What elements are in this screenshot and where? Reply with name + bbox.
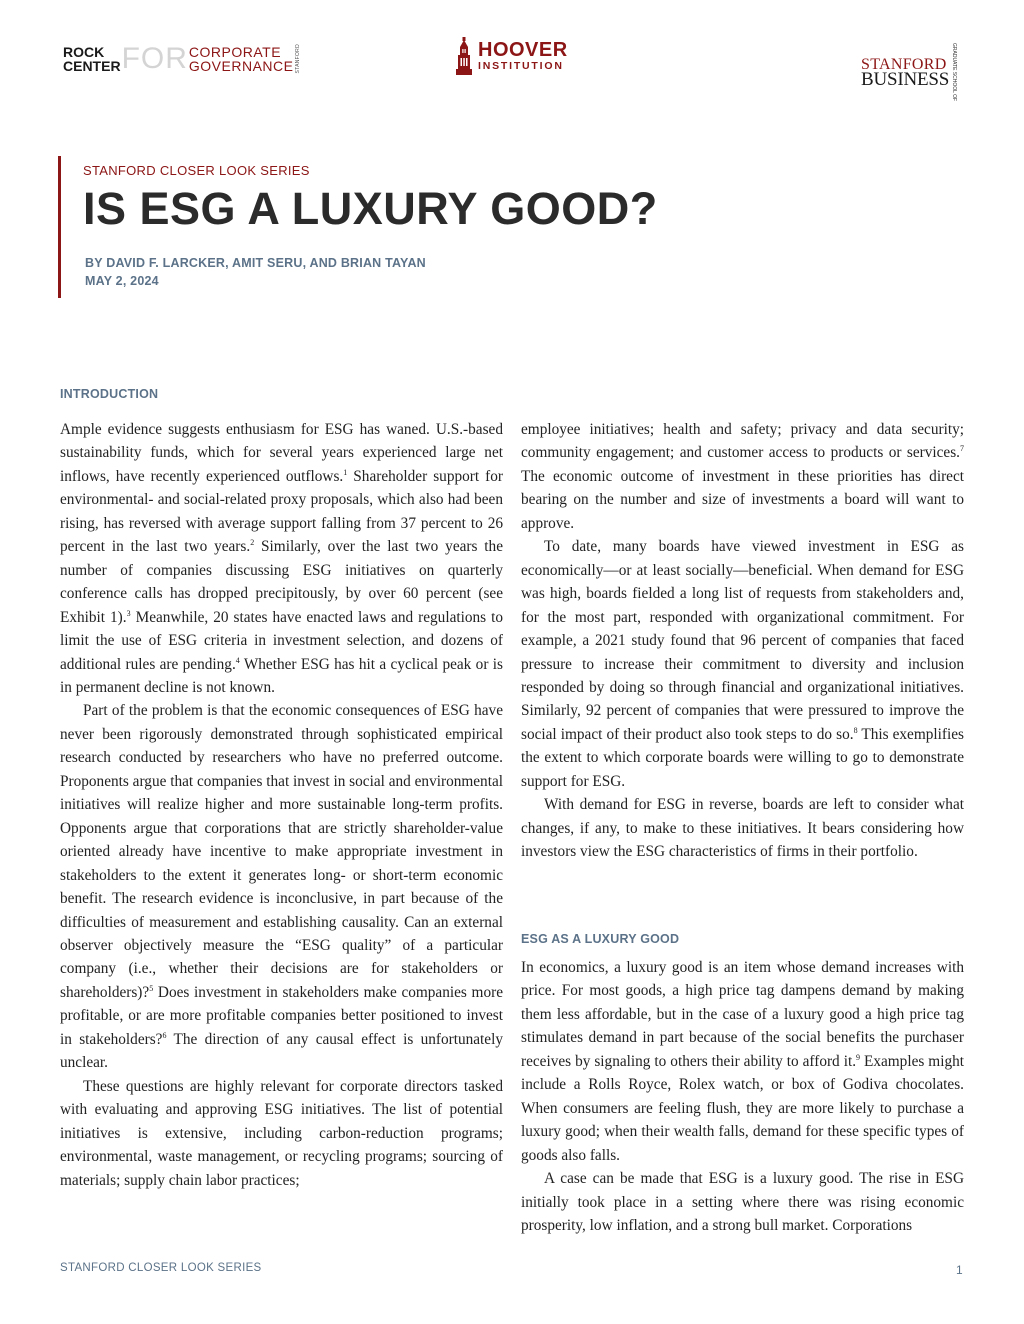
luxury-paragraph-1: In economics, a luxury good is an item whose demand increases with price. For most goods, a high price tag dampens demand by making them less affordable, but in the case of a luxury good a high price tag stimulates demand in part because of the social benefits the purchaser receives by signaling to others their ability to afford it.$^9$ Examples might include a Rolls Royce, Rolex watch, or box of Godiva chocolates. When consumers are feeling flush, they are more likely to purchase a luxury good; when their wealth falls, demand for these specific types of goods also falls. <box>521 959 964 1164</box>
hoover-wordmark: HOOVER INSTITUTION <box>478 38 568 72</box>
intro-paragraph-2: Part of the problem is that the economic consequences of ESG have never been rigorously demonstrated through sophisticated empirical research conducted by researchers who have no preferred outcome. Proponents argue that companies that invest in social and environmental initiatives will realize higher and more sustainable long-term profits. Opponents argue that corporations that are strictly shareholder-value oriented already have incentive to make appropriate investment in stakeholders to the extent it generates long- or short-term economic benefit. The research evidence is inconclusive, in part because of the difficulties of measurement and establishing causality. Can an external observer objectively measure the “ESG quality” of a particular company (i.e., whether their decisions are for stakeholders or shareholders)?$^5$ Does investment in stakeholders make companies more profitable, or are more profitable companies better positioned to invest in stakeholders?$^6$ The direction of any causal effect is unfortunately unclear. <box>60 702 503 1072</box>
rock-side-text: STANFORD <box>295 44 302 74</box>
footnote-ref[interactable]: 6 <box>162 1030 167 1040</box>
rock-governance-wordmark: CORPORATE GOVERNANCE <box>188 44 294 74</box>
footnote-ref[interactable]: 5 <box>149 983 154 993</box>
page-number: 1 <box>956 1263 963 1277</box>
footnote-ref[interactable]: 8 <box>853 725 858 735</box>
footnote-ref[interactable]: 2 <box>250 538 255 548</box>
page-title: IS ESG A LUXURY GOOD? <box>83 183 658 234</box>
title-block <box>58 156 761 298</box>
section-heading-luxury-good: ESG AS A LUXURY GOOD <box>521 932 680 946</box>
hoover-institution-logo[interactable] <box>455 37 568 75</box>
rock-center-wordmark: ROCK CENTER <box>63 44 121 74</box>
right-column <box>521 418 964 864</box>
stanford-gsb-logo[interactable] <box>861 43 957 101</box>
footer-series-label: STANFORD CLOSER LOOK SERIES <box>60 1262 262 1274</box>
intro-paragraph-5: To date, many boards have viewed investment in ESG as economically—or at least socially—beneficial. When demand for ESG was high, boards fielded a long list of requests from stakeholders and, for the most part, responded with organizational commitment. For example, a 2021 study found that 96 percent of companies that faced pressure to increase their commitment to diversity and inclusion responded by doing so through financial and organizational initiatives. Similarly, 92 percent of companies that were pressured to improve the social impact of their product also took steps to do so.$^8$ This exemplifies the extent to which corporate boards were willing to go to demonstrate support for ESG. <box>521 538 964 790</box>
author-line: BY DAVID F. LARCKER, AMIT SERU, AND BRIAN TAYAN <box>85 256 426 270</box>
luxury-paragraph-2: A case can be made that ESG is a luxury good. The rise in ESG initially took place in a setting where there was rising economic prosperity, low inflation, and a strong bull market. Corporations <box>521 1170 964 1234</box>
section-heading-introduction: INTRODUCTION <box>60 387 159 401</box>
gsb-wordmark: STANFORD BUSINESS <box>861 56 950 91</box>
left-column <box>60 418 503 1192</box>
footnote-ref[interactable]: 7 <box>960 444 964 454</box>
series-label: STANFORD CLOSER LOOK SERIES <box>83 163 310 178</box>
rock-center-logo[interactable] <box>63 42 301 76</box>
footnote-ref[interactable]: 4 <box>235 655 240 665</box>
footnote-ref[interactable]: 1 <box>343 467 348 477</box>
intro-paragraph-3: These questions are highly relevant for corporate directors tasked with evaluating and approving ESG initiatives. The list of potential initiatives is extensive, including carbon-reduction programs; environmental, waste management, or recycling programs; sourcing of materials; supply chain labor practices; <box>60 1077 503 1189</box>
footnote-ref[interactable]: 9 <box>856 1052 861 1062</box>
rock-for-word: FOR <box>121 42 188 75</box>
intro-paragraph-4: employee initiatives; health and safety; privacy and data security; community engagement; and customer access to products or services.$^7$ The economic outcome of investment in these priorities has direct bearing on the number and size of investments a board will want to approve. <box>521 421 964 532</box>
intro-paragraph-1: Ample evidence suggests enthusiasm for ESG has waned. U.S.-based sustainability funds, which for several years experienced large net inflows, have recently experienced outflows.$^1$ Shareholder support for environmental- and social-related proxy proposals, which also had been rising, has reversed with average support falling from 37 percent to 26 percent in the last two years.$^2$ Similarly, over the last two years the number of companies discussing ESG initiatives on quarterly conference calls has dropped precipitously, by over 60 percent (see Exhibit 1).$^3$ Meanwhile, 20 states have enacted laws and regulations to limit the use of ESG criteria in investment selection, and dozens of additional rules are pending.$^4$ Whether ESG has hit a cyclical peak or is in permanent decline is not known. <box>60 421 503 696</box>
intro-paragraph-6: With demand for ESG in reverse, boards are left to consider what changes, if any, to make to these initiatives. It bears considering how investors view the ESG characteristics of firms in their portfolio. <box>521 796 964 861</box>
hoover-tower-icon <box>455 37 473 75</box>
publication-date: MAY 2, 2024 <box>85 274 159 288</box>
footnote-ref[interactable]: 3 <box>126 608 131 618</box>
gsb-side-text: GRADUATE SCHOOL OF <box>951 43 958 102</box>
header-logos <box>0 0 1024 110</box>
luxury-column <box>521 956 964 1237</box>
